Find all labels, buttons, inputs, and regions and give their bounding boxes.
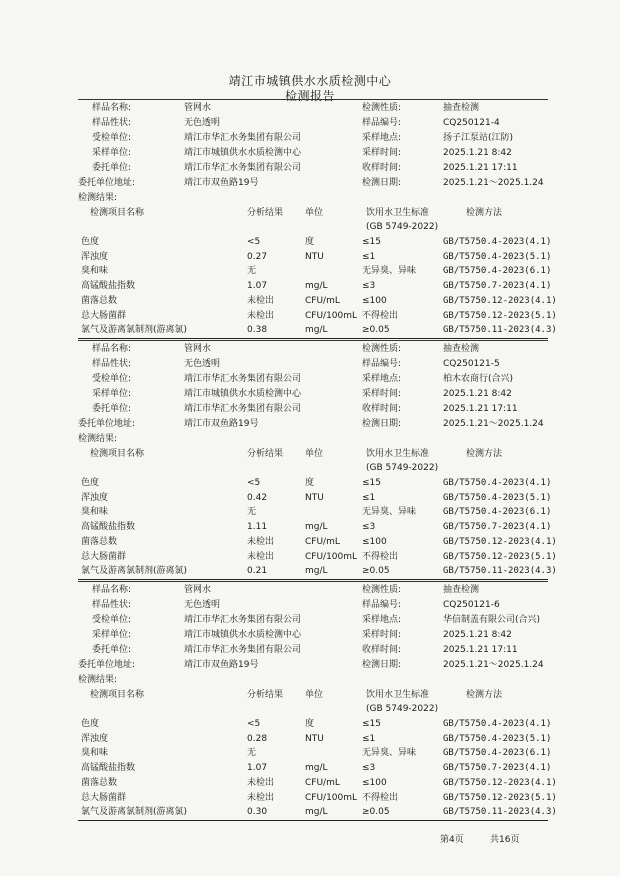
cell-standard: ≥0.05 xyxy=(362,566,390,577)
cell-result: 1.11 xyxy=(247,522,268,533)
table-row xyxy=(0,294,620,308)
info-row xyxy=(0,417,620,431)
sample-name-value: 管网水 xyxy=(184,344,212,354)
table-row xyxy=(0,791,620,805)
cell-standard: ≥0.05 xyxy=(362,325,390,336)
info-row xyxy=(0,583,620,597)
sample-section xyxy=(0,342,620,592)
sample-name-label: 样品名称: xyxy=(92,344,132,354)
cell-method: GB/T5750.7-2023(4.1) xyxy=(443,281,552,292)
cell-method: GB/T5750.4-2023(4.1) xyxy=(443,237,552,247)
cell-item: 氯气及游离氯制剂(游离氯) xyxy=(81,566,188,577)
cell-item: 浑浊度 xyxy=(81,492,109,503)
sample-name-label: 样品名称: xyxy=(92,103,132,113)
table-row xyxy=(0,564,620,578)
cell-unit: 度 xyxy=(305,719,315,729)
sampling-time-label: 采样时间: xyxy=(362,389,402,399)
info-row xyxy=(0,131,620,145)
results-heading: 检测结果: xyxy=(78,434,118,444)
col-standard-subheader: (GB 5749-2022) xyxy=(366,704,439,714)
cell-item: 色度 xyxy=(81,478,100,488)
col-item-header: 检测项目名称 xyxy=(90,208,145,218)
cell-method: GB/T5750.12-2023(5.1) xyxy=(443,551,557,562)
table-row xyxy=(0,264,620,278)
test-nature-value: 抽查检测 xyxy=(443,344,480,354)
receive-time-label: 收样时间: xyxy=(362,404,402,414)
cell-unit: mg/L xyxy=(305,522,328,533)
table-row xyxy=(0,746,620,760)
info-row xyxy=(0,387,620,401)
test-nature-label: 检测性质: xyxy=(362,344,402,354)
cell-unit: mg/L xyxy=(305,763,328,774)
test-nature-value: 抽查检测 xyxy=(443,103,480,113)
sampling-unit-value: 靖江市城镇供水水质检测中心 xyxy=(184,630,302,640)
col-result-header: 分析结果 xyxy=(247,449,284,459)
table-row xyxy=(0,717,620,731)
cell-method: GB/T5750.4-2023(5.1) xyxy=(443,492,552,503)
table-row xyxy=(0,323,620,337)
receiving-unit-value: 靖江市华汇水务集团有限公司 xyxy=(184,133,302,143)
cell-standard: 不得检出 xyxy=(362,551,399,562)
cell-method: GB/T5750.11-2023(4.3) xyxy=(443,807,557,818)
cell-method: GB/T5750.12-2023(5.1) xyxy=(443,310,557,321)
entrusting-unit-value: 靖江市华汇水务集团有限公司 xyxy=(184,163,302,173)
cell-unit: CFU/mL xyxy=(305,536,340,547)
cell-item: 浑浊度 xyxy=(81,733,109,744)
cell-result: 无 xyxy=(247,266,257,277)
entrusting-unit-value: 靖江市华汇水务集团有限公司 xyxy=(184,404,302,414)
sample-name-value: 管网水 xyxy=(184,585,212,595)
cell-result: 0.30 xyxy=(247,807,268,818)
table-row xyxy=(0,535,620,549)
col-standard-subheader: (GB 5749-2022) xyxy=(366,222,439,232)
col-item-header: 检测项目名称 xyxy=(90,690,145,700)
cell-item: 菌落总数 xyxy=(81,295,118,306)
sampling-unit-value: 靖江市城镇供水水质检测中心 xyxy=(184,148,302,158)
cell-method: GB/T5750.4-2023(5.1) xyxy=(443,733,552,744)
results-heading-row xyxy=(0,673,620,687)
sample-section xyxy=(0,101,620,351)
cell-unit: mg/L xyxy=(305,325,328,336)
report-title: 靖江市城镇供水水质检测中心 xyxy=(228,74,392,88)
table-row xyxy=(0,505,620,519)
cell-unit: 度 xyxy=(305,478,315,488)
test-nature-label: 检测性质: xyxy=(362,103,402,113)
sample-section xyxy=(0,583,620,833)
table-row xyxy=(0,476,620,490)
cell-method: GB/T5750.4-2023(4.1) xyxy=(443,478,552,488)
cell-method: GB/T5750.4-2023(6.1) xyxy=(443,507,552,518)
sampling-location-value: 柏木农商行(合兴) xyxy=(443,374,514,384)
cell-item: 色度 xyxy=(81,237,100,247)
receiving-unit-label: 受检单位: xyxy=(92,615,132,625)
section-top-rule xyxy=(78,340,548,341)
receive-time-value: 2025.1.21 17:11 xyxy=(443,645,518,655)
cell-result: 未检出 xyxy=(247,295,275,306)
receiving-unit-value: 靖江市华汇水务集团有限公司 xyxy=(184,374,302,384)
info-row xyxy=(0,613,620,627)
sampling-location-label: 采样地点: xyxy=(362,374,402,384)
entrusting-unit-value: 靖江市华汇水务集团有限公司 xyxy=(184,645,302,655)
cell-result: <5 xyxy=(247,478,261,488)
entrusting-unit-label: 委托单位: xyxy=(92,163,132,173)
cell-unit: CFU/100mL xyxy=(305,551,358,562)
cell-result: <5 xyxy=(247,719,261,729)
cell-unit: NTU xyxy=(305,492,324,503)
sampling-unit-value: 靖江市城镇供水水质检测中心 xyxy=(184,389,302,399)
column-subheader-row xyxy=(0,461,620,475)
table-row xyxy=(0,550,620,564)
cell-result: <5 xyxy=(247,237,261,247)
info-row xyxy=(0,643,620,657)
table-row xyxy=(0,761,620,775)
entrusting-address-value: 靖江市双鱼路19号 xyxy=(184,419,259,429)
cell-unit: mg/L xyxy=(305,281,328,292)
cell-item: 氯气及游离氯制剂(游离氯) xyxy=(81,325,188,336)
cell-item: 总大肠菌群 xyxy=(81,792,127,803)
cell-item: 高锰酸盐指数 xyxy=(81,281,136,292)
results-heading-row xyxy=(0,432,620,446)
cell-item: 臭和味 xyxy=(81,266,109,277)
column-header-row xyxy=(0,688,620,702)
info-row xyxy=(0,658,620,672)
info-row xyxy=(0,146,620,160)
test-date-label: 检测日期: xyxy=(362,419,402,429)
sampling-time-value: 2025.1.21 8:42 xyxy=(443,630,512,640)
cell-result: 0.27 xyxy=(247,251,268,262)
test-date-value: 2025.1.21～2025.1.24 xyxy=(443,660,544,670)
cell-method: GB/T5750.4-2023(5.1) xyxy=(443,251,552,262)
info-row xyxy=(0,176,620,190)
test-nature-label: 检测性质: xyxy=(362,585,402,595)
cell-result: 1.07 xyxy=(247,763,268,774)
info-row xyxy=(0,101,620,115)
test-date-value: 2025.1.21～2025.1.24 xyxy=(443,419,544,429)
cell-method: GB/T5750.11-2023(4.3) xyxy=(443,566,557,577)
entrusting-address-value: 靖江市双鱼路19号 xyxy=(184,178,259,188)
sampling-location-value: 扬子江泵站(江防) xyxy=(443,133,514,143)
test-date-value: 2025.1.21～2025.1.24 xyxy=(443,178,544,188)
cell-unit: CFU/100mL xyxy=(305,310,358,321)
results-heading: 检测结果: xyxy=(78,675,118,685)
col-standard-header: 饮用水卫生标准 xyxy=(366,449,430,459)
sampling-time-value: 2025.1.21 8:42 xyxy=(443,148,512,158)
entrusting-unit-label: 委托单位: xyxy=(92,404,132,414)
cell-result: 未检出 xyxy=(247,551,275,562)
section-top-rule xyxy=(78,99,548,100)
sampling-time-value: 2025.1.21 8:42 xyxy=(443,389,512,399)
info-row xyxy=(0,598,620,612)
col-unit-header: 单位 xyxy=(305,208,324,218)
cell-unit: 度 xyxy=(305,237,315,247)
table-row xyxy=(0,732,620,746)
sample-number-label: 样品编号: xyxy=(362,118,402,128)
cell-standard: 不得检出 xyxy=(362,310,399,321)
info-row xyxy=(0,116,620,130)
cell-standard: 无异臭、异味 xyxy=(362,748,417,759)
cell-standard: ≤100 xyxy=(362,777,387,788)
cell-unit: CFU/100mL xyxy=(305,792,358,803)
cell-standard: ≤15 xyxy=(362,478,381,488)
sampling-time-label: 采样时间: xyxy=(362,148,402,158)
section-bottom-rule xyxy=(78,820,548,821)
cell-method: GB/T5750.7-2023(4.1) xyxy=(443,522,552,533)
col-unit-header: 单位 xyxy=(305,690,324,700)
cell-item: 臭和味 xyxy=(81,748,109,759)
cell-method: GB/T5750.12-2023(4.1) xyxy=(443,777,557,788)
col-standard-subheader: (GB 5749-2022) xyxy=(366,463,439,473)
sample-traits-value: 无色透明 xyxy=(184,359,221,369)
column-subheader-row xyxy=(0,702,620,716)
info-row xyxy=(0,342,620,356)
report-subtitle: 检测报告 xyxy=(284,89,335,103)
cell-unit: CFU/mL xyxy=(305,777,340,788)
sample-traits-value: 无色透明 xyxy=(184,118,221,128)
col-unit-header: 单位 xyxy=(305,449,324,459)
sample-traits-label: 样品性状: xyxy=(92,600,132,610)
column-subheader-row xyxy=(0,220,620,234)
cell-method: GB/T5750.12-2023(4.1) xyxy=(443,536,557,547)
cell-standard: 不得检出 xyxy=(362,792,399,803)
sample-name-value: 管网水 xyxy=(184,103,212,113)
cell-method: GB/T5750.11-2023(4.3) xyxy=(443,325,557,336)
entrusting-address-label: 委托单位地址: xyxy=(78,178,136,188)
cell-unit: NTU xyxy=(305,733,324,744)
table-row xyxy=(0,805,620,819)
cell-result: 未检出 xyxy=(247,792,275,803)
receiving-unit-value: 靖江市华汇水务集团有限公司 xyxy=(184,615,302,625)
entrusting-address-value: 靖江市双鱼路19号 xyxy=(184,660,259,670)
cell-unit: CFU/mL xyxy=(305,295,340,306)
sample-traits-label: 样品性状: xyxy=(92,118,132,128)
cell-item: 色度 xyxy=(81,719,100,729)
page-total: 共16页 xyxy=(490,835,520,845)
cell-item: 菌落总数 xyxy=(81,777,118,788)
cell-result: 0.38 xyxy=(247,325,268,336)
cell-standard: ≤1 xyxy=(362,733,376,744)
sampling-time-label: 采样时间: xyxy=(362,630,402,640)
cell-result: 无 xyxy=(247,507,257,518)
receive-time-label: 收样时间: xyxy=(362,163,402,173)
col-result-header: 分析结果 xyxy=(247,208,284,218)
col-standard-header: 饮用水卫生标准 xyxy=(366,690,430,700)
sampling-unit-label: 采样单位: xyxy=(92,630,132,640)
sampling-location-label: 采样地点: xyxy=(362,133,402,143)
receive-time-value: 2025.1.21 17:11 xyxy=(443,404,518,414)
sampling-location-value: 华信制盖有限公司(合兴) xyxy=(443,615,541,625)
column-header-row xyxy=(0,206,620,220)
cell-standard: 无异臭、异味 xyxy=(362,266,417,277)
col-standard-header: 饮用水卫生标准 xyxy=(366,208,430,218)
cell-unit: mg/L xyxy=(305,566,328,577)
table-row xyxy=(0,776,620,790)
test-nature-value: 抽查检测 xyxy=(443,585,480,595)
cell-standard: ≤3 xyxy=(362,763,376,774)
receive-time-label: 收样时间: xyxy=(362,645,402,655)
info-row xyxy=(0,161,620,175)
cell-standard: 无异臭、异味 xyxy=(362,507,417,518)
col-item-header: 检测项目名称 xyxy=(90,449,145,459)
sample-traits-value: 无色透明 xyxy=(184,600,221,610)
test-date-label: 检测日期: xyxy=(362,178,402,188)
col-method-header: 检测方法 xyxy=(466,690,503,700)
cell-standard: ≤1 xyxy=(362,251,376,262)
cell-method: GB/T5750.12-2023(5.1) xyxy=(443,792,557,803)
cell-method: GB/T5750.12-2023(4.1) xyxy=(443,295,557,306)
cell-result: 未检出 xyxy=(247,777,275,788)
cell-result: 0.28 xyxy=(247,733,268,744)
cell-result: 0.42 xyxy=(247,492,268,503)
cell-method: GB/T5750.4-2023(6.1) xyxy=(443,748,552,759)
cell-method: GB/T5750.4-2023(4.1) xyxy=(443,719,552,729)
cell-standard: ≤15 xyxy=(362,719,381,729)
sample-number-value: CQ250121-6 xyxy=(443,600,500,610)
info-row xyxy=(0,402,620,416)
col-method-header: 检测方法 xyxy=(466,208,503,218)
table-row xyxy=(0,491,620,505)
receive-time-value: 2025.1.21 17:11 xyxy=(443,163,518,173)
cell-result: 未检出 xyxy=(247,536,275,547)
cell-standard: ≤15 xyxy=(362,237,381,247)
cell-standard: ≤100 xyxy=(362,295,387,306)
column-header-row xyxy=(0,447,620,461)
cell-method: GB/T5750.7-2023(4.1) xyxy=(443,763,552,774)
sample-number-value: CQ250121-4 xyxy=(443,118,500,128)
receiving-unit-label: 受检单位: xyxy=(92,133,132,143)
table-row xyxy=(0,309,620,323)
info-row xyxy=(0,357,620,371)
cell-item: 总大肠菌群 xyxy=(81,310,127,321)
sampling-location-label: 采样地点: xyxy=(362,615,402,625)
cell-item: 臭和味 xyxy=(81,507,109,518)
cell-method: GB/T5750.4-2023(6.1) xyxy=(443,266,552,277)
sample-name-label: 样品名称: xyxy=(92,585,132,595)
cell-item: 菌落总数 xyxy=(81,536,118,547)
section-top-rule xyxy=(78,581,548,582)
cell-result: 未检出 xyxy=(247,310,275,321)
sample-number-value: CQ250121-5 xyxy=(443,359,500,369)
table-row xyxy=(0,520,620,534)
info-row xyxy=(0,628,620,642)
sample-traits-label: 样品性状: xyxy=(92,359,132,369)
entrusting-address-label: 委托单位地址: xyxy=(78,660,136,670)
results-heading: 检测结果: xyxy=(78,193,118,203)
cell-standard: ≤100 xyxy=(362,536,387,547)
cell-result: 1.07 xyxy=(247,281,268,292)
test-date-label: 检测日期: xyxy=(362,660,402,670)
receiving-unit-label: 受检单位: xyxy=(92,374,132,384)
table-row xyxy=(0,279,620,293)
cell-item: 氯气及游离氯制剂(游离氯) xyxy=(81,807,188,818)
col-result-header: 分析结果 xyxy=(247,690,284,700)
cell-unit: NTU xyxy=(305,251,324,262)
cell-result: 0.21 xyxy=(247,566,268,577)
entrusting-unit-label: 委托单位: xyxy=(92,645,132,655)
info-row xyxy=(0,372,620,386)
results-heading-row xyxy=(0,191,620,205)
cell-item: 高锰酸盐指数 xyxy=(81,763,136,774)
cell-unit: mg/L xyxy=(305,807,328,818)
table-row xyxy=(0,235,620,249)
page-number: 第4页 xyxy=(440,835,464,845)
sample-number-label: 样品编号: xyxy=(362,359,402,369)
sample-number-label: 样品编号: xyxy=(362,600,402,610)
cell-result: 无 xyxy=(247,748,257,759)
cell-standard: ≤1 xyxy=(362,492,376,503)
sampling-unit-label: 采样单位: xyxy=(92,389,132,399)
cell-item: 浑浊度 xyxy=(81,251,109,262)
cell-item: 高锰酸盐指数 xyxy=(81,522,136,533)
cell-item: 总大肠菌群 xyxy=(81,551,127,562)
table-row xyxy=(0,250,620,264)
cell-standard: ≥0.05 xyxy=(362,807,390,818)
sampling-unit-label: 采样单位: xyxy=(92,148,132,158)
cell-standard: ≤3 xyxy=(362,522,376,533)
entrusting-address-label: 委托单位地址: xyxy=(78,419,136,429)
cell-standard: ≤3 xyxy=(362,281,376,292)
col-method-header: 检测方法 xyxy=(466,449,503,459)
